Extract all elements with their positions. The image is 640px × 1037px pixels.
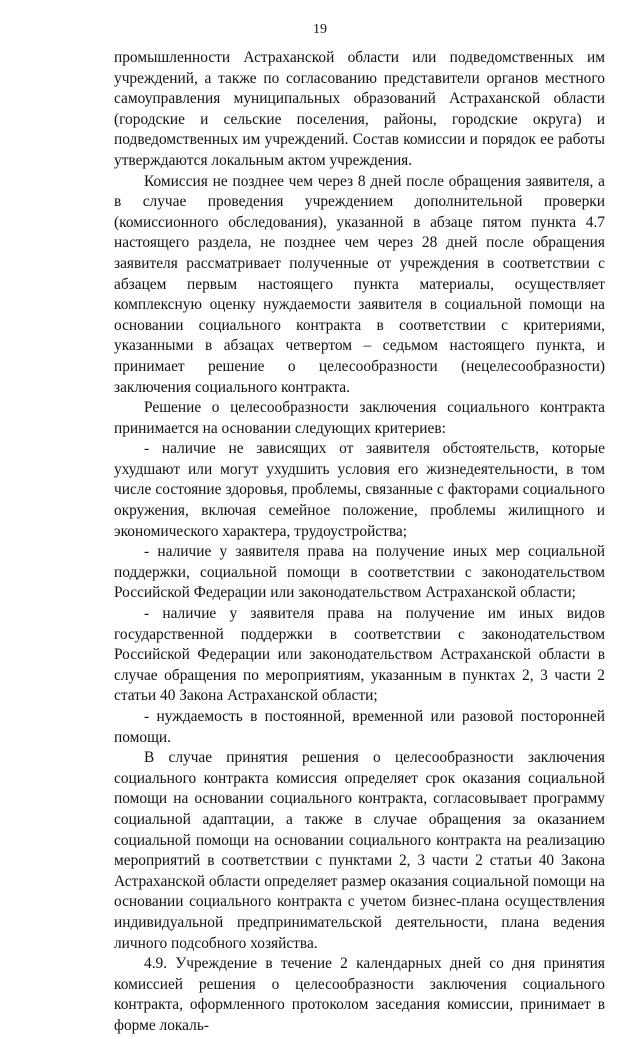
paragraph-decision: В случае принятия решения о целесообразности заключения социального контракта комиссия определяет срок оказания социальной помощи на основании социального контракта, согласовывает программу социальной адаптации, а также в случае обращения за оказанием социальной помощи на основании социального контракта на реализацию мероприятий в соответствии с пунктами 2, 3 части 2 статьи 40 Закона Астраханской области определяет размер оказания социальной помощи на основании социального контракта с учетом бизнес-плана осуществления индивидуальной предпринимательской деятельности, плана ведения личного подсобного хозяйства. xyxy=(114,749,605,952)
paragraph-commission-review: Комиссия не позднее чем через 8 дней после обращения заявителя, а в случае проведения учреждением дополнительной проверки (комиссионного обследования), указанной в абзаце пятом пункта 4.7 настоящего раздела, не позднее чем через 28 дней после обращения заявителя рассматривает полученные от учреждения в соответствии с абзацем первым настоящего пункта материалы, осуществляет комплексную оценку нуждаемости заявителя в социальной помощи на основании социального контракта в соответствии с критериями, указанными в абзацах четвертом – седьмом настоящего пункта, и принимает решение о целесообразности (нецелесообразности) заключения социального контракта. xyxy=(114,172,605,396)
criterion-item: - наличие у заявителя права на получение им иных видов государственной поддержки в соответствии с законодательством Российской Федерации или законодательством Астраханской области в случае обращения по мероприятиям, указанным в пунктах 2, 3 части 2 статьи 40 Закона Астраханской области; xyxy=(114,605,605,705)
criterion-item: - нуждаемость в постоянной, временной или разовой посторонней помощи. xyxy=(114,708,605,746)
page-number: 19 xyxy=(313,22,327,37)
document-body xyxy=(114,48,605,1037)
paragraph-criteria-intro: Решение о целесообразности заключения социального контракта принимается на основании следующих критериев: xyxy=(114,399,605,437)
criterion-item: - наличие не зависящих от заявителя обстоятельств, которые ухудшают или могут ухудшить условия его жизнедеятельности, в том числе состояние здоровья, проблемы, связанные с факторами социального окружения, включая семейное положение, проблемы жилищного и экономического характера, трудоустройства; xyxy=(114,440,605,540)
paragraph-continuation: промышленности Астраханской области или подведомственных им учреждений, а также по согласованию представители органов местного самоуправления муниципальных образований Астраханской области (городские и сельские поселения, районы, городские округа) и подведомственных им учреждений. Состав комиссии и порядок ее работы утверждаются локальным актом учреждения. xyxy=(114,49,605,169)
criterion-item: - наличие у заявителя права на получение иных мер социальной поддержки, социальной помощи в соответствии с законодательством Российской Федерации или законодательством Астраханской области; xyxy=(114,543,605,602)
paragraph-section-4-9: 4.9. Учреждение в течение 2 календарных дней со дня принятия комиссией решения о целесообразности заключения социального контракта, оформленного протоколом заседания комиссии, принимает в форме локаль- xyxy=(114,955,605,1034)
